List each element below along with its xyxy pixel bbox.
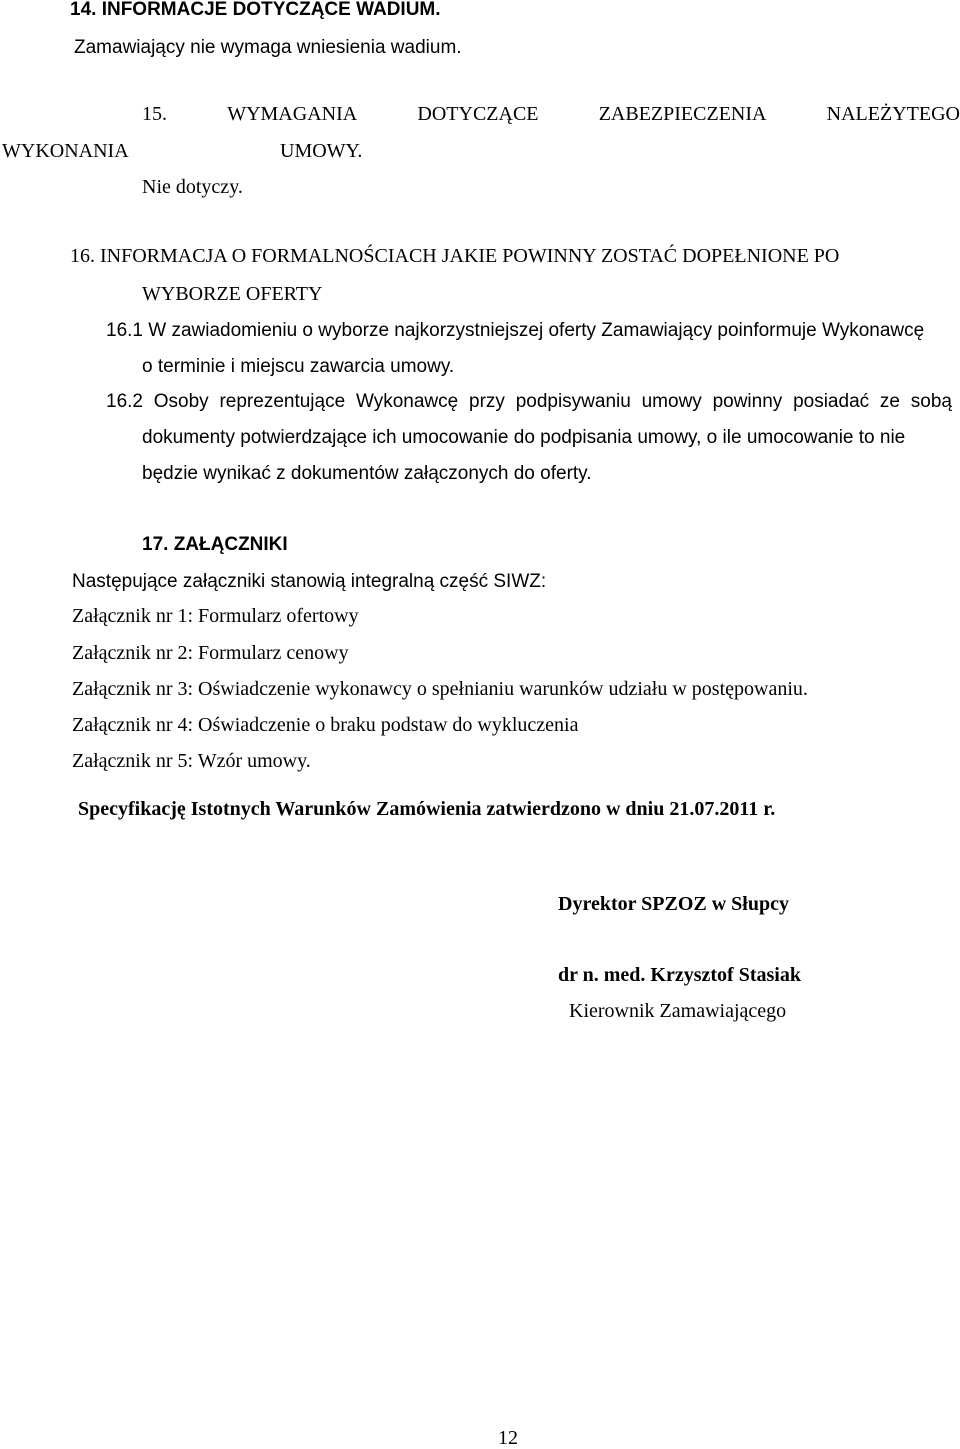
section-16-2-word: umowy bbox=[641, 391, 702, 412]
attachment-item: Załącznik nr 5: Wzór umowy. bbox=[72, 750, 311, 772]
section-17-intro: Następujące załączniki stanowią integralną część SIWZ: bbox=[72, 571, 547, 592]
section-16-2-word: ze bbox=[879, 391, 900, 412]
attachment-item: Załącznik nr 4: Oświadczenie o braku podstaw do wykluczenia bbox=[72, 714, 579, 736]
section-16-2-word: Wykonawcę bbox=[355, 391, 459, 412]
section-15-heading-line1 bbox=[142, 104, 960, 124]
section-16-2-word: przy bbox=[469, 391, 505, 412]
section-16-2-word: podpisywaniu bbox=[515, 391, 631, 412]
page-number: 12 bbox=[498, 1427, 518, 1449]
section-14-heading: 14. INFORMACJE DOTYCZĄCE WADIUM. bbox=[70, 0, 441, 20]
section-16-heading-line2: WYBORZE OFERTY bbox=[142, 283, 323, 305]
section-15-heading-word: ZABEZPIECZENIA bbox=[598, 103, 767, 125]
section-16-2-word: 16.2 bbox=[106, 391, 143, 412]
signature-name: dr n. med. Krzysztof Stasiak bbox=[558, 964, 801, 986]
section-17-heading: 17. ZAŁĄCZNIKI bbox=[142, 534, 288, 555]
signature-title: Dyrektor SPZOZ w Słupcy bbox=[558, 893, 789, 915]
section-16-2-word: powinny bbox=[712, 391, 783, 412]
section-16-2-line1 bbox=[106, 392, 952, 411]
section-15-heading-line2-a: WYKONANIA bbox=[2, 140, 129, 162]
section-15-heading-word: 15. bbox=[142, 103, 167, 125]
attachment-item: Załącznik nr 3: Oświadczenie wykonawcy o spełnianiu warunków udziału w postępowaniu. bbox=[72, 678, 808, 700]
section-14-text: Zamawiający nie wymaga wniesienia wadium. bbox=[74, 37, 462, 58]
section-15-heading-line2-b: UMOWY. bbox=[280, 140, 363, 162]
section-16-2-word: Osoby bbox=[153, 391, 209, 412]
section-16-1-line1: 16.1 W zawiadomieniu o wyborze najkorzystniejszej oferty Zamawiający poinformuje Wykonawcę bbox=[106, 320, 925, 341]
section-16-heading-line1: 16. INFORMACJA O FORMALNOŚCIACH JAKIE POWINNY ZOSTAĆ DOPEŁNIONE PO bbox=[70, 245, 840, 267]
section-16-2-line2: dokumenty potwierdzające ich umocowanie do podpisania umowy, o ile umocowanie to nie bbox=[142, 427, 906, 448]
section-16-2-word: posiadać bbox=[793, 391, 870, 412]
section-16-2-word: sobą bbox=[910, 391, 952, 412]
section-16-2-line3: będzie wynikać z dokumentów załączonych do oferty. bbox=[142, 463, 592, 484]
section-15-text: Nie dotyczy. bbox=[142, 176, 243, 198]
section-16-1-line2: o terminie i miejscu zawarcia umowy. bbox=[142, 356, 455, 377]
approval-statement: Specyfikację Istotnych Warunków Zamówienia zatwierdzono w dniu 21.07.2011 r. bbox=[78, 798, 776, 820]
section-15-heading-word: DOTYCZĄCE bbox=[417, 103, 539, 125]
attachment-item: Załącznik nr 2: Formularz cenowy bbox=[72, 642, 349, 664]
signature-role: Kierownik Zamawiającego bbox=[569, 1000, 787, 1022]
attachment-item: Załącznik nr 1: Formularz ofertowy bbox=[72, 605, 359, 627]
section-16-2-word: reprezentujące bbox=[219, 391, 346, 412]
section-15-heading-word: WYMAGANIA bbox=[227, 103, 358, 125]
section-15-heading-word: NALEŻYTEGO bbox=[826, 103, 960, 125]
